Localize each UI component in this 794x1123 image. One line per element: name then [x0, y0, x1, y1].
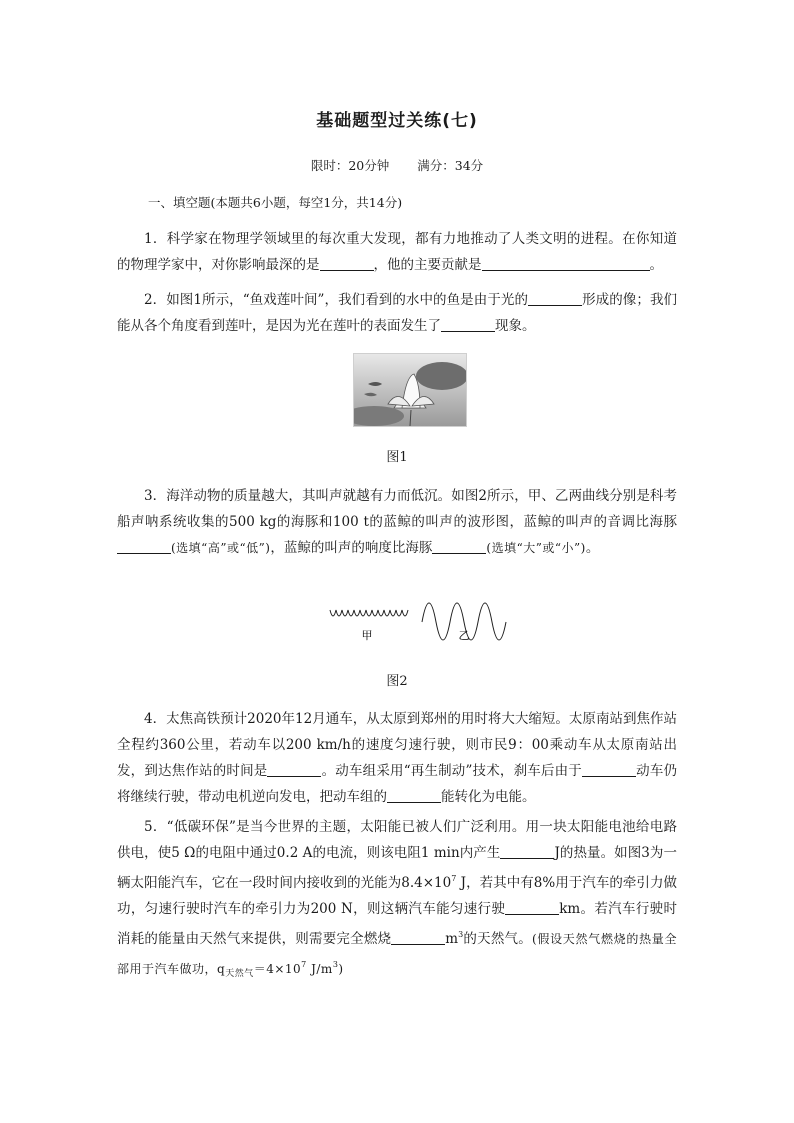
- question-5-text: J的热量。如图3为一辆太阳能汽车，它在一段时间内接收到的光能为8.4×10: [117, 845, 677, 891]
- question-4: [117, 706, 677, 810]
- question-3-hint: (选填“大”或“小”): [486, 541, 586, 555]
- answer-blank[interactable]: [320, 256, 374, 271]
- exponent: 7: [451, 874, 457, 883]
- waveform-figure: [326, 592, 516, 647]
- question-4-text: 能转化为电能。: [441, 789, 536, 805]
- answer-blank[interactable]: [582, 762, 636, 777]
- question-5-text: m: [445, 931, 459, 947]
- figure-2-caption: 图2: [386, 674, 408, 689]
- full-score: 满分：34分: [417, 158, 484, 173]
- answer-blank[interactable]: [441, 317, 495, 332]
- answer-blank[interactable]: [117, 539, 171, 554]
- answer-blank[interactable]: [505, 900, 559, 915]
- answer-blank[interactable]: [387, 788, 441, 803]
- question-2: [117, 287, 677, 339]
- question-3-text: 。: [585, 540, 600, 556]
- answer-blank[interactable]: [267, 762, 321, 777]
- question-4-text: 动车仍将继续行驶，带动电机逆向发电，把动车组的: [117, 763, 677, 805]
- question-5-text: km。若汽车行驶时消耗的能量由天然气来提供，则需要完全燃烧: [117, 901, 677, 947]
- question-2-text: 形成的像；我们能从各个角度看到莲叶，是因为光在莲叶的表面发生了: [117, 292, 678, 334]
- answer-blank[interactable]: [500, 844, 554, 859]
- answer-blank[interactable]: [391, 930, 445, 945]
- waveform-jia: [330, 610, 408, 616]
- section-heading: 一、填空题(本题共6小题，每空1分，共14分): [148, 195, 403, 210]
- page-title: 基础题型过关练(七): [316, 111, 478, 131]
- label-jia: 甲: [361, 629, 373, 642]
- question-5-hint: (假设天然气燃烧的热量全部用于汽车做功，$q_{天然气}=4\times 10^7$ $J/m^3$): [117, 932, 678, 979]
- answer-blank[interactable]: [528, 291, 582, 306]
- question-1-text: ，他的主要贡献是: [373, 257, 482, 273]
- question-1-text: 。: [649, 257, 663, 273]
- lotus-fish-image: [353, 353, 467, 427]
- label-yi: 乙: [458, 629, 470, 642]
- question-4-text: 4．太焦高铁预计2020年12月通车，从太原到郑州的用时将大大缩短。太原南站到焦作站全程约360公里，若动车以200 km/h的速度匀速行驶，则市民9：00乘动车从太原南站出发，到达焦作站的时间是: [117, 711, 677, 779]
- time-limit: 限时：20分钟: [310, 158, 390, 173]
- question-3: [117, 483, 677, 561]
- question-5-text: 5．“低碳环保”是当今世界的主题，太阳能已被人们广泛利用。用一块太阳能电池给电路供电，使5 Ω的电阻中通过0.2 A的电流，则该电阻1 min内产生: [117, 819, 677, 861]
- exam-meta: [0, 156, 794, 174]
- exponent: 3: [458, 930, 464, 939]
- question-3-text: ，蓝鲸的叫声的响度比海豚: [270, 540, 433, 556]
- answer-blank[interactable]: [482, 256, 650, 271]
- question-1-text: 1．科学家在物理学领域里的每次重大发现，都有力地推动了人类文明的进程。在你知道的物理学家中，对你影响最深的是: [117, 231, 677, 273]
- question-5: [117, 814, 677, 987]
- answer-blank[interactable]: [432, 539, 486, 554]
- figure-1-caption: 图1: [386, 450, 408, 465]
- question-5-text: 的天然气。: [463, 931, 532, 947]
- question-4-text: 。动车组采用“再生制动”技术，刹车后由于: [321, 763, 582, 779]
- question-2-text: 2．如图1所示，“鱼戏莲叶间”，我们看到的水中的鱼是由于光的: [144, 292, 529, 308]
- question-5-text: J，若其中有8%用于汽车的牵引力做功，匀速行驶时汽车的牵引力为200 N，则这辆汽车能匀速行驶: [117, 875, 677, 917]
- question-2-text: 现象。: [495, 318, 536, 334]
- question-3-hint: (选填“高”或“低”): [171, 541, 271, 555]
- question-1: [117, 226, 677, 278]
- question-3-text: 3．海洋动物的质量越大，其叫声就越有力而低沉。如图2所示，甲、乙两曲线分别是科考船声呐系统收集的500 kg的海豚和100 t的蓝鲸的叫声的波形图，蓝鲸的叫声的音调比海豚: [117, 488, 677, 530]
